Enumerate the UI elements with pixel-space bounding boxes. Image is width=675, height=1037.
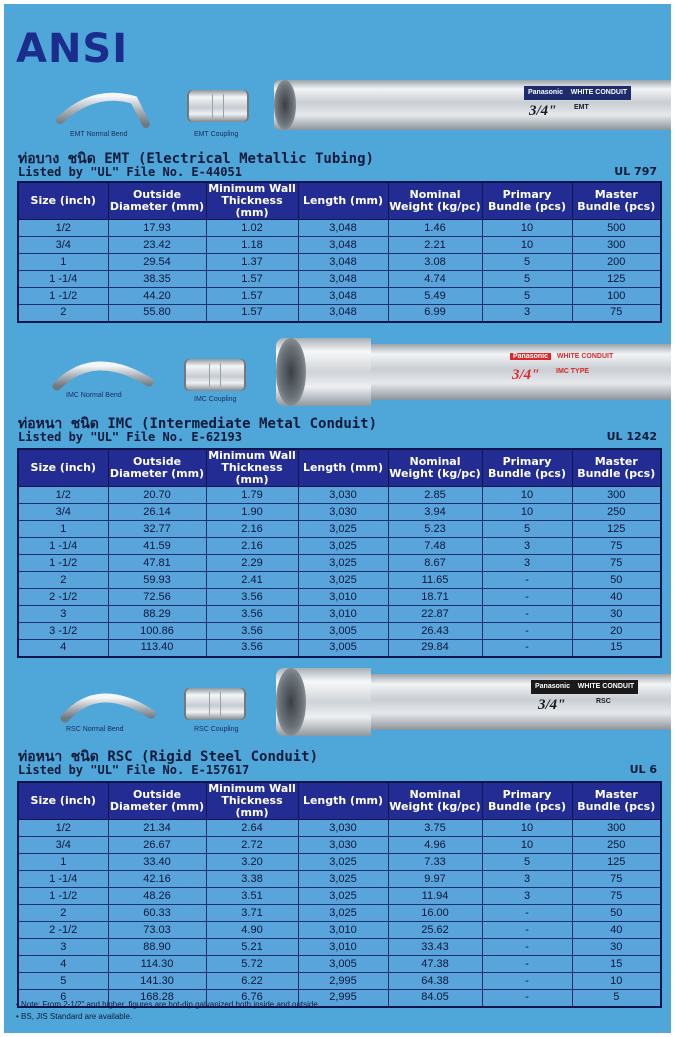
table-cell: 10 (572, 973, 661, 990)
table-cell: 3.56 (206, 623, 298, 640)
table-cell: 3/4 (18, 837, 108, 854)
pipe-label-band (506, 350, 617, 364)
table-cell: 113.40 (108, 640, 206, 657)
table-cell: 2 -1/2 (18, 922, 108, 939)
table-row (18, 956, 661, 973)
table-cell: - (482, 922, 572, 939)
table-cell: 18.71 (388, 589, 482, 606)
rsc-bend-caption: RSC Normal Bend (66, 726, 124, 733)
column-header: Nominal Weight (kg/pc) (388, 182, 482, 220)
table-cell: 3,048 (298, 271, 388, 288)
table-cell: 100.86 (108, 623, 206, 640)
column-header: Size (inch) (18, 182, 108, 220)
table-cell: 1 -1/2 (18, 555, 108, 572)
catalog-page (4, 4, 671, 1033)
table-cell: 10 (482, 820, 572, 837)
table-cell: 3.94 (388, 504, 482, 521)
table-cell: 16.00 (388, 905, 482, 922)
column-header: Master Bundle (pcs) (572, 782, 661, 820)
table-cell: 3,025 (298, 572, 388, 589)
table-cell: 15 (572, 956, 661, 973)
column-header: Size (inch) (18, 782, 108, 820)
table-row (18, 939, 661, 956)
table-row (18, 288, 661, 305)
table-cell: 50 (572, 905, 661, 922)
rsc-pipe-image (276, 674, 671, 730)
table-cell: 29.54 (108, 254, 206, 271)
table-cell: 42.16 (108, 871, 206, 888)
column-header: Nominal Weight (kg/pc) (388, 449, 482, 487)
table-cell: 5.21 (206, 939, 298, 956)
emt-bend-caption: EMT Normal Bend (70, 131, 128, 138)
table-cell: 2 (18, 905, 108, 922)
column-header: Length (mm) (298, 182, 388, 220)
table-cell: 1/2 (18, 220, 108, 237)
table-cell: 3.71 (206, 905, 298, 922)
table-row (18, 606, 661, 623)
table-header-row (18, 182, 661, 220)
table-cell: 25.62 (388, 922, 482, 939)
column-header: Outside Diameter (mm) (108, 182, 206, 220)
table-cell: 33.40 (108, 854, 206, 871)
emt-coupling-caption: EMT Coupling (194, 131, 239, 138)
table-cell: - (482, 905, 572, 922)
table-cell: 1 -1/2 (18, 288, 108, 305)
column-header: Nominal Weight (kg/pc) (388, 782, 482, 820)
pipe-label-band (531, 680, 638, 694)
footnote-galvanized: • Note: From 2-1/2" and higher, figures are hot-dip galvanized both inside and outside. (16, 1000, 321, 1009)
table-cell: 3.75 (388, 820, 482, 837)
table-cell: 9.97 (388, 871, 482, 888)
table-cell: 11.94 (388, 888, 482, 905)
table-cell: 44.20 (108, 288, 206, 305)
table-cell: 2.41 (206, 572, 298, 589)
table-cell: 3,025 (298, 871, 388, 888)
table-cell: 84.05 (388, 990, 482, 1007)
column-header: Outside Diameter (mm) (108, 449, 206, 487)
pipe-type-mark: RSC (596, 698, 611, 705)
pipe-end (274, 80, 296, 130)
table-cell: 3,010 (298, 589, 388, 606)
table-cell: 250 (572, 504, 661, 521)
table-cell: 73.03 (108, 922, 206, 939)
table-cell: 59.93 (108, 572, 206, 589)
table-cell: 5.49 (388, 288, 482, 305)
table-cell: 2 (18, 305, 108, 322)
table-cell: 1 -1/4 (18, 871, 108, 888)
table-cell: 4.96 (388, 837, 482, 854)
emt-pipe-image (274, 80, 671, 130)
column-header: Minimum Wall Thickness (mm) (206, 449, 298, 487)
table-cell: 3,025 (298, 854, 388, 871)
table-cell: 3/4 (18, 504, 108, 521)
table-cell: - (482, 572, 572, 589)
table-cell: 47.81 (108, 555, 206, 572)
table-cell: 26.43 (388, 623, 482, 640)
table-cell: 5 (572, 990, 661, 1007)
table-cell: 50 (572, 572, 661, 589)
imc-title: ท่อหนา ชนิด IMC (Intermediate Metal Conduit) (18, 416, 378, 432)
imc-spec-table (17, 448, 662, 658)
table-cell: 1.02 (206, 220, 298, 237)
table-cell: 15 (572, 640, 661, 657)
table-cell: 3,010 (298, 939, 388, 956)
table-cell: 3,005 (298, 640, 388, 657)
column-header: Primary Bundle (pcs) (482, 449, 572, 487)
table-cell: 2,995 (298, 973, 388, 990)
imc-coupling-caption: IMC Coupling (194, 396, 237, 403)
table-cell: 3.56 (206, 640, 298, 657)
table-cell: 11.65 (388, 572, 482, 589)
table-row (18, 504, 661, 521)
table-cell: 1 (18, 854, 108, 871)
table-cell: 17.93 (108, 220, 206, 237)
table-cell: 1.37 (206, 254, 298, 271)
column-header: Master Bundle (pcs) (572, 182, 661, 220)
table-row (18, 640, 661, 657)
table-row (18, 271, 661, 288)
table-cell: 7.33 (388, 854, 482, 871)
table-cell: 3/4 (18, 237, 108, 254)
rsc-coupling-caption: RSC Coupling (194, 726, 239, 733)
table-row (18, 487, 661, 504)
table-cell: 41.59 (108, 538, 206, 555)
table-row (18, 837, 661, 854)
table-cell: 7.48 (388, 538, 482, 555)
table-cell: 125 (572, 521, 661, 538)
table-cell: 1/2 (18, 820, 108, 837)
emt-listed: Listed by "UL" File No. E-44051 (18, 165, 242, 179)
table-cell: 10 (482, 220, 572, 237)
rsc-bend-image (59, 684, 159, 724)
table-row (18, 871, 661, 888)
table-cell: 20.70 (108, 487, 206, 504)
table-row (18, 888, 661, 905)
table-cell: 10 (482, 837, 572, 854)
table-cell: 8.67 (388, 555, 482, 572)
table-cell: 10 (482, 504, 572, 521)
rsc-coupling-image (184, 688, 246, 720)
rsc-ul-code: UL 6 (629, 763, 657, 776)
table-row (18, 922, 661, 939)
table-cell: 72.56 (108, 589, 206, 606)
table-cell: 2,995 (298, 990, 388, 1007)
table-cell: 5 (482, 521, 572, 538)
table-cell: - (482, 956, 572, 973)
pipe-size-mark: 3/4" (512, 367, 540, 383)
table-cell: 3,048 (298, 288, 388, 305)
table-cell: 3.08 (388, 254, 482, 271)
table-cell: 3.20 (206, 854, 298, 871)
pipe-size-mark: 3/4" (529, 103, 557, 119)
table-row (18, 820, 661, 837)
pipe-conduit: WHITE CONDUIT (570, 89, 628, 96)
table-cell: 3 (482, 305, 572, 322)
table-cell: 3.56 (206, 606, 298, 623)
pipe-coupler (276, 668, 371, 736)
table-cell: 29.84 (388, 640, 482, 657)
table-cell: 75 (572, 538, 661, 555)
table-cell: 3.38 (206, 871, 298, 888)
table-cell: 1.46 (388, 220, 482, 237)
table-cell: 3,048 (298, 254, 388, 271)
table-row (18, 220, 661, 237)
pipe-coupler (276, 338, 371, 406)
table-cell: - (482, 973, 572, 990)
table-cell: 5 (482, 254, 572, 271)
table-cell: 3,025 (298, 888, 388, 905)
table-cell: 2.29 (206, 555, 298, 572)
pipe-type-mark: IMC TYPE (556, 368, 590, 375)
table-cell: 55.80 (108, 305, 206, 322)
table-cell: 3.56 (206, 589, 298, 606)
table-row (18, 589, 661, 606)
table-cell: 75 (572, 305, 661, 322)
table-cell: - (482, 640, 572, 657)
table-row (18, 572, 661, 589)
table-cell: 2.21 (388, 237, 482, 254)
pipe-brand: Panasonic (528, 89, 564, 96)
table-cell: 3,030 (298, 820, 388, 837)
pipe-label-band (524, 86, 631, 100)
table-row (18, 973, 661, 990)
table-cell: 60.33 (108, 905, 206, 922)
table-cell: 250 (572, 837, 661, 854)
rsc-spec-table (17, 781, 662, 1008)
table-header-row (18, 782, 661, 820)
pipe-conduit: WHITE CONDUIT (556, 353, 614, 360)
table-cell: 500 (572, 220, 661, 237)
table-cell: 26.14 (108, 504, 206, 521)
table-cell: 3,025 (298, 538, 388, 555)
table-cell: 5 (18, 973, 108, 990)
table-cell: - (482, 589, 572, 606)
table-cell: 23.42 (108, 237, 206, 254)
table-cell: 10 (482, 487, 572, 504)
table-cell: 4 (18, 956, 108, 973)
table-cell: 30 (572, 939, 661, 956)
table-cell: 3,025 (298, 905, 388, 922)
imc-bend-image (49, 352, 159, 392)
table-cell: 5 (482, 271, 572, 288)
emt-title: ท่อบาง ชนิด EMT (Electrical Metallic Tubing) (18, 151, 374, 167)
pipe-conduit: WHITE CONDUIT (577, 683, 635, 690)
table-cell: 48.26 (108, 888, 206, 905)
pipe-end (276, 668, 306, 736)
imc-coupling-image (184, 359, 246, 391)
table-cell: 114.30 (108, 956, 206, 973)
table-cell: 1 -1/4 (18, 538, 108, 555)
column-header: Length (mm) (298, 782, 388, 820)
table-cell: 40 (572, 589, 661, 606)
table-cell: 4.90 (206, 922, 298, 939)
table-cell: 2.72 (206, 837, 298, 854)
table-cell: 21.34 (108, 820, 206, 837)
imc-listed: Listed by "UL" File No. E-62193 (18, 430, 242, 444)
table-cell: 3,048 (298, 220, 388, 237)
table-cell: 1.79 (206, 487, 298, 504)
emt-ul-code: UL 797 (614, 165, 657, 178)
table-cell: 1 (18, 254, 108, 271)
table-cell: 2.85 (388, 487, 482, 504)
table-row (18, 905, 661, 922)
table-cell: 1 (18, 521, 108, 538)
table-cell: 300 (572, 487, 661, 504)
table-cell: 2 (18, 572, 108, 589)
column-header: Primary Bundle (pcs) (482, 782, 572, 820)
table-cell: 300 (572, 820, 661, 837)
column-header: Master Bundle (pcs) (572, 449, 661, 487)
column-header: Minimum Wall Thickness (mm) (206, 182, 298, 220)
table-cell: 1.90 (206, 504, 298, 521)
pipe-brand: Panasonic (535, 683, 571, 690)
table-row (18, 623, 661, 640)
table-cell: 3,030 (298, 504, 388, 521)
table-cell: 1.57 (206, 271, 298, 288)
table-cell: 100 (572, 288, 661, 305)
emt-coupling-image (187, 90, 249, 122)
table-cell: 30 (572, 606, 661, 623)
table-cell: 4 (18, 640, 108, 657)
table-cell: - (482, 990, 572, 1007)
table-cell: 88.29 (108, 606, 206, 623)
table-cell: 1.18 (206, 237, 298, 254)
table-cell: 6.99 (388, 305, 482, 322)
table-header-row (18, 449, 661, 487)
table-cell: 10 (482, 237, 572, 254)
table-row (18, 237, 661, 254)
table-cell: 3 (482, 888, 572, 905)
table-cell: - (482, 606, 572, 623)
table-cell: 1 -1/4 (18, 271, 108, 288)
table-cell: 32.77 (108, 521, 206, 538)
table-cell: 125 (572, 271, 661, 288)
pipe-type-mark: EMT (574, 104, 589, 111)
table-cell: 3,025 (298, 555, 388, 572)
table-cell: 141.30 (108, 973, 206, 990)
table-cell: 3,005 (298, 623, 388, 640)
table-cell: 26.67 (108, 837, 206, 854)
column-header: Length (mm) (298, 449, 388, 487)
table-cell: - (482, 623, 572, 640)
table-cell: 75 (572, 555, 661, 572)
table-cell: 5.23 (388, 521, 482, 538)
table-cell: 33.43 (388, 939, 482, 956)
table-cell: 3 (482, 871, 572, 888)
table-row (18, 555, 661, 572)
table-cell: 3,030 (298, 837, 388, 854)
table-cell: 64.38 (388, 973, 482, 990)
table-cell: 3,048 (298, 305, 388, 322)
table-cell: 2.64 (206, 820, 298, 837)
imc-bend-caption: IMC Normal Bend (66, 392, 122, 399)
table-cell: 3,048 (298, 237, 388, 254)
emt-bend-image (54, 90, 154, 130)
table-cell: 5 (482, 854, 572, 871)
pipe-size-mark: 3/4" (538, 697, 566, 713)
table-cell: 1/2 (18, 487, 108, 504)
emt-spec-table (17, 181, 662, 323)
table-cell: 75 (572, 871, 661, 888)
rsc-title: ท่อหนา ชนิด RSC (Rigid Steel Conduit) (18, 749, 319, 765)
table-cell: 47.38 (388, 956, 482, 973)
table-row (18, 538, 661, 555)
table-cell: 5 (482, 288, 572, 305)
table-cell: 6 (18, 990, 108, 1007)
table-row (18, 521, 661, 538)
table-cell: - (482, 939, 572, 956)
table-cell: 3 (482, 555, 572, 572)
column-header: Size (inch) (18, 449, 108, 487)
table-cell: 2 -1/2 (18, 589, 108, 606)
footnotes (16, 999, 320, 1023)
table-cell: 20 (572, 623, 661, 640)
footnote-standards: • BS, JIS Standard are available. (16, 1012, 133, 1021)
table-cell: 3.51 (206, 888, 298, 905)
table-cell: 6.76 (206, 990, 298, 1007)
table-cell: 3,010 (298, 606, 388, 623)
table-cell: 1.57 (206, 288, 298, 305)
table-cell: 3,005 (298, 956, 388, 973)
table-cell: 200 (572, 254, 661, 271)
table-cell: 6.22 (206, 973, 298, 990)
table-cell: 3 (18, 606, 108, 623)
column-header: Outside Diameter (mm) (108, 782, 206, 820)
table-cell: 5.72 (206, 956, 298, 973)
table-row (18, 254, 661, 271)
table-cell: 2.16 (206, 538, 298, 555)
table-cell: 2.16 (206, 521, 298, 538)
table-cell: 3,025 (298, 521, 388, 538)
table-cell: 22.87 (388, 606, 482, 623)
pipe-end (276, 338, 306, 406)
table-cell: 1 -1/2 (18, 888, 108, 905)
table-row (18, 854, 661, 871)
table-cell: 75 (572, 888, 661, 905)
table-cell: 125 (572, 854, 661, 871)
table-cell: 3 (18, 939, 108, 956)
imc-pipe-image (276, 344, 671, 400)
brand-title: ANSI (16, 26, 129, 72)
table-cell: 3 -1/2 (18, 623, 108, 640)
column-header: Primary Bundle (pcs) (482, 182, 572, 220)
column-header: Minimum Wall Thickness (mm) (206, 782, 298, 820)
table-cell: 40 (572, 922, 661, 939)
table-cell: 4.74 (388, 271, 482, 288)
table-cell: 168.28 (108, 990, 206, 1007)
table-cell: 3,010 (298, 922, 388, 939)
table-row (18, 305, 661, 322)
table-cell: 3 (482, 538, 572, 555)
table-cell: 88.90 (108, 939, 206, 956)
table-cell: 3,030 (298, 487, 388, 504)
pipe-brand: Panasonic (510, 353, 551, 360)
imc-ul-code: UL 1242 (606, 430, 657, 443)
table-cell: 38.35 (108, 271, 206, 288)
table-cell: 1.57 (206, 305, 298, 322)
table-cell: 300 (572, 237, 661, 254)
rsc-listed: Listed by "UL" File No. E-157617 (18, 763, 250, 777)
